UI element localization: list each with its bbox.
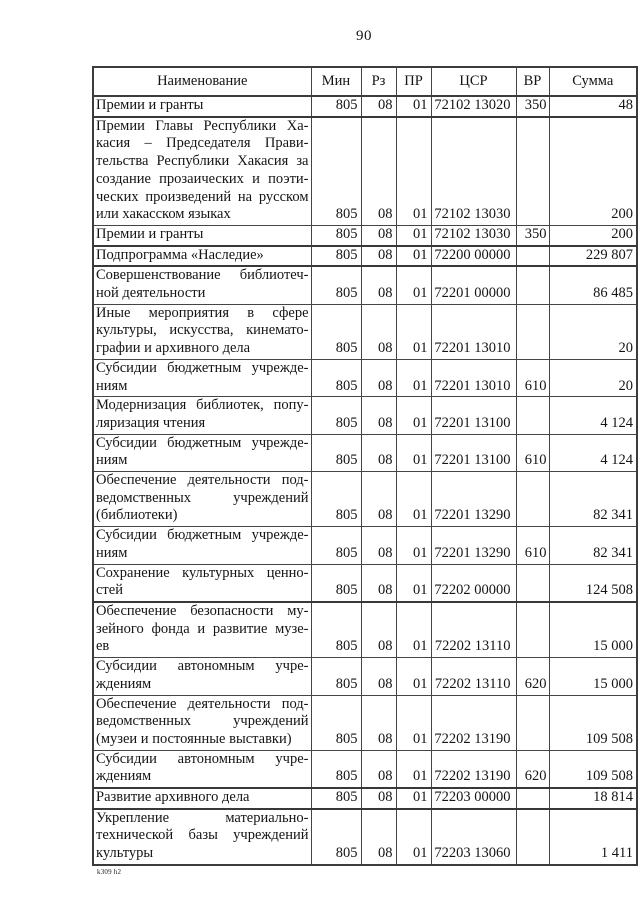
cell-min: 805 xyxy=(311,788,361,809)
name-line: технической базы учреждений xyxy=(96,827,309,844)
cell-csr: 72201 13010 xyxy=(431,359,516,396)
name-line: Подпрограмма «Наследие» xyxy=(96,246,264,263)
name-line: тельства Республики Хакасия за xyxy=(96,153,309,170)
name-line: создание прозаических и поэти- xyxy=(96,170,309,187)
column-header-csr: ЦСР xyxy=(431,67,516,96)
cell-csr: 72201 13290 xyxy=(431,472,516,527)
cell-vr xyxy=(516,564,549,602)
cell-name xyxy=(93,304,311,359)
cell-sum: 109 508 xyxy=(549,695,637,750)
cell-sum: 82 341 xyxy=(549,527,637,564)
cell-vr: 610 xyxy=(516,434,549,471)
table-row xyxy=(93,527,637,564)
cell-name xyxy=(93,809,311,865)
cell-pr: 01 xyxy=(396,695,431,750)
cell-sum: 109 508 xyxy=(549,750,637,788)
name-line: Обеспечение деятельности под- xyxy=(96,472,309,489)
cell-vr: 620 xyxy=(516,750,549,788)
cell-csr: 72102 13030 xyxy=(431,117,516,226)
cell-min: 805 xyxy=(311,246,361,267)
cell-pr: 01 xyxy=(396,658,431,695)
name-line: Иные мероприятия в сфере xyxy=(96,304,309,321)
cell-sum: 15 000 xyxy=(549,602,637,658)
cell-rz: 08 xyxy=(361,266,396,304)
table-header-row xyxy=(93,67,637,96)
cell-pr: 01 xyxy=(396,117,431,226)
cell-rz: 08 xyxy=(361,225,396,245)
cell-name xyxy=(93,96,311,117)
name-line: касия – Председателя Прави- xyxy=(96,135,309,152)
cell-vr: 610 xyxy=(516,359,549,396)
cell-vr xyxy=(516,266,549,304)
name-line: Субсидии автономным учре- xyxy=(96,750,309,767)
name-line: Премии Главы Республики Ха- xyxy=(96,117,309,134)
table-row xyxy=(93,809,637,865)
name-line: культуры, искусства, кинемато- xyxy=(96,322,309,339)
name-line: культуры xyxy=(96,845,154,862)
page-number: 90 xyxy=(356,28,372,44)
name-line: (библиотеки) xyxy=(96,507,178,524)
name-line: ждениям xyxy=(96,675,152,692)
cell-min: 805 xyxy=(311,117,361,226)
cell-name xyxy=(93,434,311,471)
cell-rz: 08 xyxy=(361,564,396,602)
cell-sum: 20 xyxy=(549,359,637,396)
cell-min: 805 xyxy=(311,397,361,434)
cell-vr xyxy=(516,809,549,865)
cell-name xyxy=(93,564,311,602)
name-line: графии и архивного дела xyxy=(96,340,251,357)
table-row xyxy=(93,434,637,471)
name-line: ниям xyxy=(96,377,128,394)
cell-name xyxy=(93,472,311,527)
cell-sum: 1 411 xyxy=(549,809,637,865)
cell-csr: 72202 13190 xyxy=(431,695,516,750)
name-line: ниям xyxy=(96,544,128,561)
name-line: Сохранение культурных ценно- xyxy=(96,564,309,581)
cell-pr: 01 xyxy=(396,434,431,471)
table-row xyxy=(93,96,637,117)
cell-min: 805 xyxy=(311,602,361,658)
table-row xyxy=(93,359,637,396)
cell-min: 805 xyxy=(311,225,361,245)
cell-min: 805 xyxy=(311,527,361,564)
cell-name xyxy=(93,602,311,658)
name-line: Обеспечение деятельности под- xyxy=(96,695,309,712)
table-row xyxy=(93,117,637,226)
cell-rz: 08 xyxy=(361,117,396,226)
cell-pr: 01 xyxy=(396,225,431,245)
column-header-vr: ВР xyxy=(516,67,549,96)
table-row xyxy=(93,602,637,658)
cell-name xyxy=(93,788,311,809)
column-header-rz: Рз xyxy=(361,67,396,96)
name-line: ческих произведений на русском xyxy=(96,188,309,205)
budget-table xyxy=(92,66,638,866)
cell-name xyxy=(93,750,311,788)
cell-min: 805 xyxy=(311,750,361,788)
cell-name xyxy=(93,695,311,750)
cell-name xyxy=(93,246,311,267)
cell-vr: 620 xyxy=(516,658,549,695)
cell-pr: 01 xyxy=(396,266,431,304)
cell-rz: 08 xyxy=(361,359,396,396)
cell-sum: 4 124 xyxy=(549,397,637,434)
cell-min: 805 xyxy=(311,564,361,602)
column-header-pr: ПР xyxy=(396,67,431,96)
cell-vr xyxy=(516,397,549,434)
name-line: Субсидии бюджетным учрежде- xyxy=(96,359,309,376)
cell-rz: 08 xyxy=(361,472,396,527)
table-row xyxy=(93,564,637,602)
name-line: ляризация чтения xyxy=(96,414,206,431)
cell-csr: 72202 13110 xyxy=(431,602,516,658)
cell-min: 805 xyxy=(311,359,361,396)
cell-csr: 72102 13020 xyxy=(431,96,516,117)
name-line: ведомственных учреждений xyxy=(96,713,309,730)
cell-name xyxy=(93,225,311,245)
cell-name xyxy=(93,658,311,695)
cell-pr: 01 xyxy=(396,809,431,865)
cell-pr: 01 xyxy=(396,304,431,359)
cell-sum: 86 485 xyxy=(549,266,637,304)
cell-pr: 01 xyxy=(396,359,431,396)
cell-pr: 01 xyxy=(396,564,431,602)
name-line: Укрепление материально- xyxy=(96,809,309,826)
table-row xyxy=(93,788,637,809)
cell-csr: 72203 00000 xyxy=(431,788,516,809)
cell-rz: 08 xyxy=(361,96,396,117)
name-line: стей xyxy=(96,582,123,599)
cell-sum: 229 807 xyxy=(549,246,637,267)
name-line: Премии и гранты xyxy=(96,225,204,242)
cell-rz: 08 xyxy=(361,695,396,750)
cell-vr xyxy=(516,246,549,267)
name-line: (музеи и постоянные выставки) xyxy=(96,730,292,747)
cell-vr: 350 xyxy=(516,96,549,117)
table-row xyxy=(93,658,637,695)
cell-vr xyxy=(516,788,549,809)
cell-min: 805 xyxy=(311,695,361,750)
cell-name xyxy=(93,266,311,304)
name-line: ждениям xyxy=(96,768,152,785)
cell-rz: 08 xyxy=(361,304,396,359)
cell-pr: 01 xyxy=(396,750,431,788)
cell-rz: 08 xyxy=(361,788,396,809)
cell-min: 805 xyxy=(311,658,361,695)
table-row xyxy=(93,750,637,788)
table-body xyxy=(93,96,637,865)
name-line: Модернизация библиотек, попу- xyxy=(96,397,309,414)
name-line: Субсидии автономным учре- xyxy=(96,658,309,675)
cell-csr: 72201 13100 xyxy=(431,434,516,471)
table-row xyxy=(93,266,637,304)
cell-vr xyxy=(516,602,549,658)
cell-sum: 18 814 xyxy=(549,788,637,809)
cell-name xyxy=(93,527,311,564)
cell-sum: 4 124 xyxy=(549,434,637,471)
cell-pr: 01 xyxy=(396,472,431,527)
cell-sum: 82 341 xyxy=(549,472,637,527)
cell-name xyxy=(93,397,311,434)
cell-sum: 20 xyxy=(549,304,637,359)
cell-pr: 01 xyxy=(396,527,431,564)
cell-pr: 01 xyxy=(396,246,431,267)
table-header xyxy=(93,67,637,96)
cell-vr xyxy=(516,695,549,750)
cell-sum: 15 000 xyxy=(549,658,637,695)
cell-csr: 72102 13030 xyxy=(431,225,516,245)
name-line: зейного фонда и развитие музе- xyxy=(96,620,309,637)
name-line: ведомственных учреждений xyxy=(96,489,309,506)
cell-rz: 08 xyxy=(361,809,396,865)
cell-pr: 01 xyxy=(396,602,431,658)
cell-min: 805 xyxy=(311,434,361,471)
name-line: или хакасском языках xyxy=(96,206,231,223)
cell-min: 805 xyxy=(311,472,361,527)
name-line: Обеспечение безопасности му- xyxy=(96,602,309,619)
table-row xyxy=(93,246,637,267)
name-line: Субсидии бюджетным учрежде- xyxy=(96,527,309,544)
column-header-sum: Сумма xyxy=(549,67,637,96)
column-header-min: Мин xyxy=(311,67,361,96)
cell-csr: 72202 13190 xyxy=(431,750,516,788)
cell-csr: 72201 13010 xyxy=(431,304,516,359)
cell-vr xyxy=(516,117,549,226)
table-row xyxy=(93,695,637,750)
cell-min: 805 xyxy=(311,809,361,865)
cell-vr xyxy=(516,472,549,527)
cell-rz: 08 xyxy=(361,527,396,564)
cell-vr: 350 xyxy=(516,225,549,245)
table-row xyxy=(93,472,637,527)
cell-rz: 08 xyxy=(361,397,396,434)
cell-csr: 72202 00000 xyxy=(431,564,516,602)
cell-sum: 124 508 xyxy=(549,564,637,602)
cell-sum: 200 xyxy=(549,117,637,226)
cell-pr: 01 xyxy=(396,397,431,434)
cell-name xyxy=(93,117,311,226)
name-line: ев xyxy=(96,638,110,655)
table-row xyxy=(93,397,637,434)
name-line: Субсидии бюджетным учрежде- xyxy=(96,434,309,451)
cell-csr: 72201 13290 xyxy=(431,527,516,564)
cell-csr: 72203 13060 xyxy=(431,809,516,865)
name-line: Совершенствование библиотеч- xyxy=(96,267,309,284)
name-line: Развитие архивного дела xyxy=(96,789,250,806)
cell-vr: 610 xyxy=(516,527,549,564)
cell-csr: 72202 13110 xyxy=(431,658,516,695)
name-line: ниям xyxy=(96,452,128,469)
cell-vr xyxy=(516,304,549,359)
column-header-name: Наименование xyxy=(93,67,311,96)
cell-min: 805 xyxy=(311,266,361,304)
cell-rz: 08 xyxy=(361,246,396,267)
cell-csr: 72201 13100 xyxy=(431,397,516,434)
cell-pr: 01 xyxy=(396,96,431,117)
cell-min: 805 xyxy=(311,304,361,359)
cell-rz: 08 xyxy=(361,750,396,788)
cell-rz: 08 xyxy=(361,602,396,658)
cell-rz: 08 xyxy=(361,434,396,471)
table-row xyxy=(93,225,637,245)
name-line: Премии и гранты xyxy=(96,97,204,113)
cell-csr: 72200 00000 xyxy=(431,246,516,267)
name-line: ной деятельности xyxy=(96,285,206,302)
cell-min: 805 xyxy=(311,96,361,117)
cell-name xyxy=(93,359,311,396)
cell-sum: 48 xyxy=(549,96,637,117)
footer-code: k309 h2 xyxy=(97,868,122,876)
cell-sum: 200 xyxy=(549,225,637,245)
cell-csr: 72201 00000 xyxy=(431,266,516,304)
cell-pr: 01 xyxy=(396,788,431,809)
cell-rz: 08 xyxy=(361,658,396,695)
table-row xyxy=(93,304,637,359)
